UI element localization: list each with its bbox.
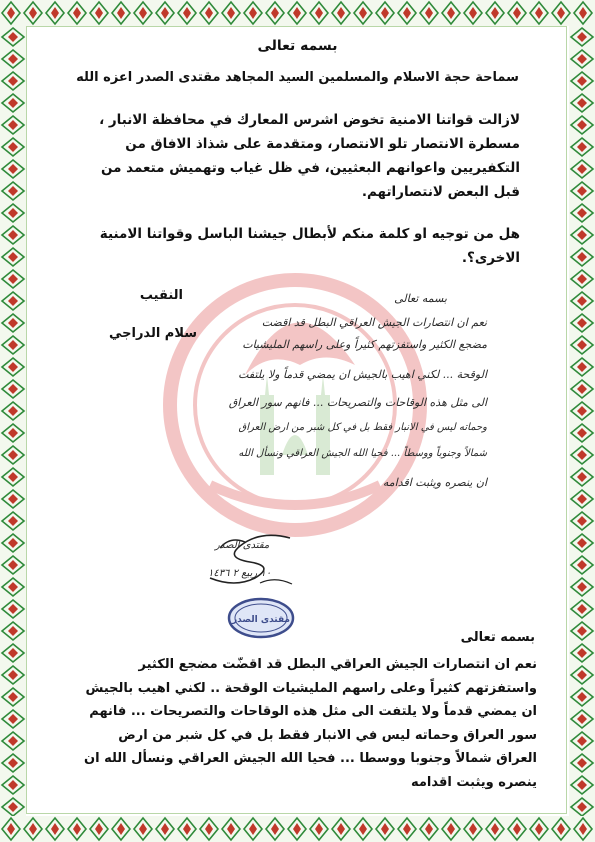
addressee-line: سماحة حجة الاسلام والمسلمين السيد المجاهد مقتدى الصدر اعزه الله bbox=[76, 70, 519, 85]
border-right bbox=[569, 26, 595, 816]
signature-name: مقتدى الصدر bbox=[215, 540, 270, 551]
answer-line: ينصره ويثبت اقدامه bbox=[410, 774, 537, 790]
answer-line: نعم ان انتصارات الجيش العراقي البطل قد اقضّت مضجع الكثير bbox=[138, 657, 537, 672]
answer-body bbox=[57, 653, 537, 794]
question-line: قبل البعض لانتصاراتهم. bbox=[361, 184, 520, 200]
handwritten-line: الوقحة ... لكني اهيب بالجيش ان يمضي قدماً ولا يلتفت bbox=[238, 368, 487, 381]
answer-basmala: بسمه تعالى bbox=[460, 630, 535, 645]
question-line: التكفيريين واعوانهم البعثيين، في ظل غياب وتهميش متعمد من bbox=[100, 160, 520, 176]
border-top bbox=[0, 0, 595, 26]
answer-line: ان يمضي قدماً ولا يلتفت الى مثل هذه الوقاحات والتصريحات ... فانهم bbox=[89, 704, 537, 719]
answer-line: العراق شمالاً وجنوبا ووسطا ... فحيا الله الجيش العراقي ونسأل الله ان bbox=[84, 751, 537, 766]
question-line: الاخرى؟. bbox=[461, 250, 520, 266]
question-line: لازالت قواتنا الامنية تخوض اشرس المعارك في محافظة الانبار ، bbox=[99, 112, 520, 128]
question-paragraph-1 bbox=[70, 108, 520, 204]
handwritten-line: بسمه تعالى bbox=[394, 292, 447, 305]
handwritten-line: ان ينصره ويثبت اقدامه bbox=[382, 476, 487, 489]
handwritten-line: نعم ان انتصارات الجيش العراقي البطل قد اقضت bbox=[261, 316, 487, 329]
question-line: هل من توجيه او كلمة منكم لأبطال جيشنا الباسل وقواتنا الامنية bbox=[99, 226, 520, 242]
question-line: مسطرة الانتصار تلو الانتصار، ومتقدمة على شذاذ الافاق من bbox=[125, 136, 520, 152]
answer-line: سور العراق وحماته ليس في الانبار فقط بل في كل شبر من ارض bbox=[118, 727, 537, 743]
signature-date: ١٠ ربيع ٢ ١٤٣٦ bbox=[208, 568, 272, 579]
basmala-heading: بسمه تعالى bbox=[257, 38, 338, 54]
sender-rank: النقيب bbox=[139, 288, 183, 303]
question-paragraph-2 bbox=[70, 222, 520, 270]
handwritten-reply bbox=[187, 292, 487, 512]
handwritten-line: مضجع الكثير واستفزتهم كثيراً وعلى راسهم المليشيات bbox=[242, 338, 487, 351]
stamp-seal-icon bbox=[226, 596, 296, 640]
answer-line: واستفزتهم كثيراً وعلى راسهم المليشيات الوقحة .. لكني اهيب بالجيش bbox=[85, 680, 537, 696]
border-left bbox=[0, 26, 26, 816]
handwritten-line: وحماته ليس في الانبار فقط بل في كل شبر من ارض العراق bbox=[238, 422, 487, 433]
handwritten-line: شمالاً وجنوباً ووسطاً ... فحيا الله الجيش العراقي ونسأل الله bbox=[238, 448, 487, 459]
sender-name: سلام الدراجي bbox=[108, 326, 197, 341]
signature-icon bbox=[200, 528, 300, 598]
border-bottom bbox=[0, 816, 595, 842]
handwritten-line: الى مثل هذه الوقاحات والتصريحات ... فانهم سور العراق bbox=[228, 396, 487, 409]
stamp-text: مقتدى الصدر bbox=[231, 615, 291, 625]
